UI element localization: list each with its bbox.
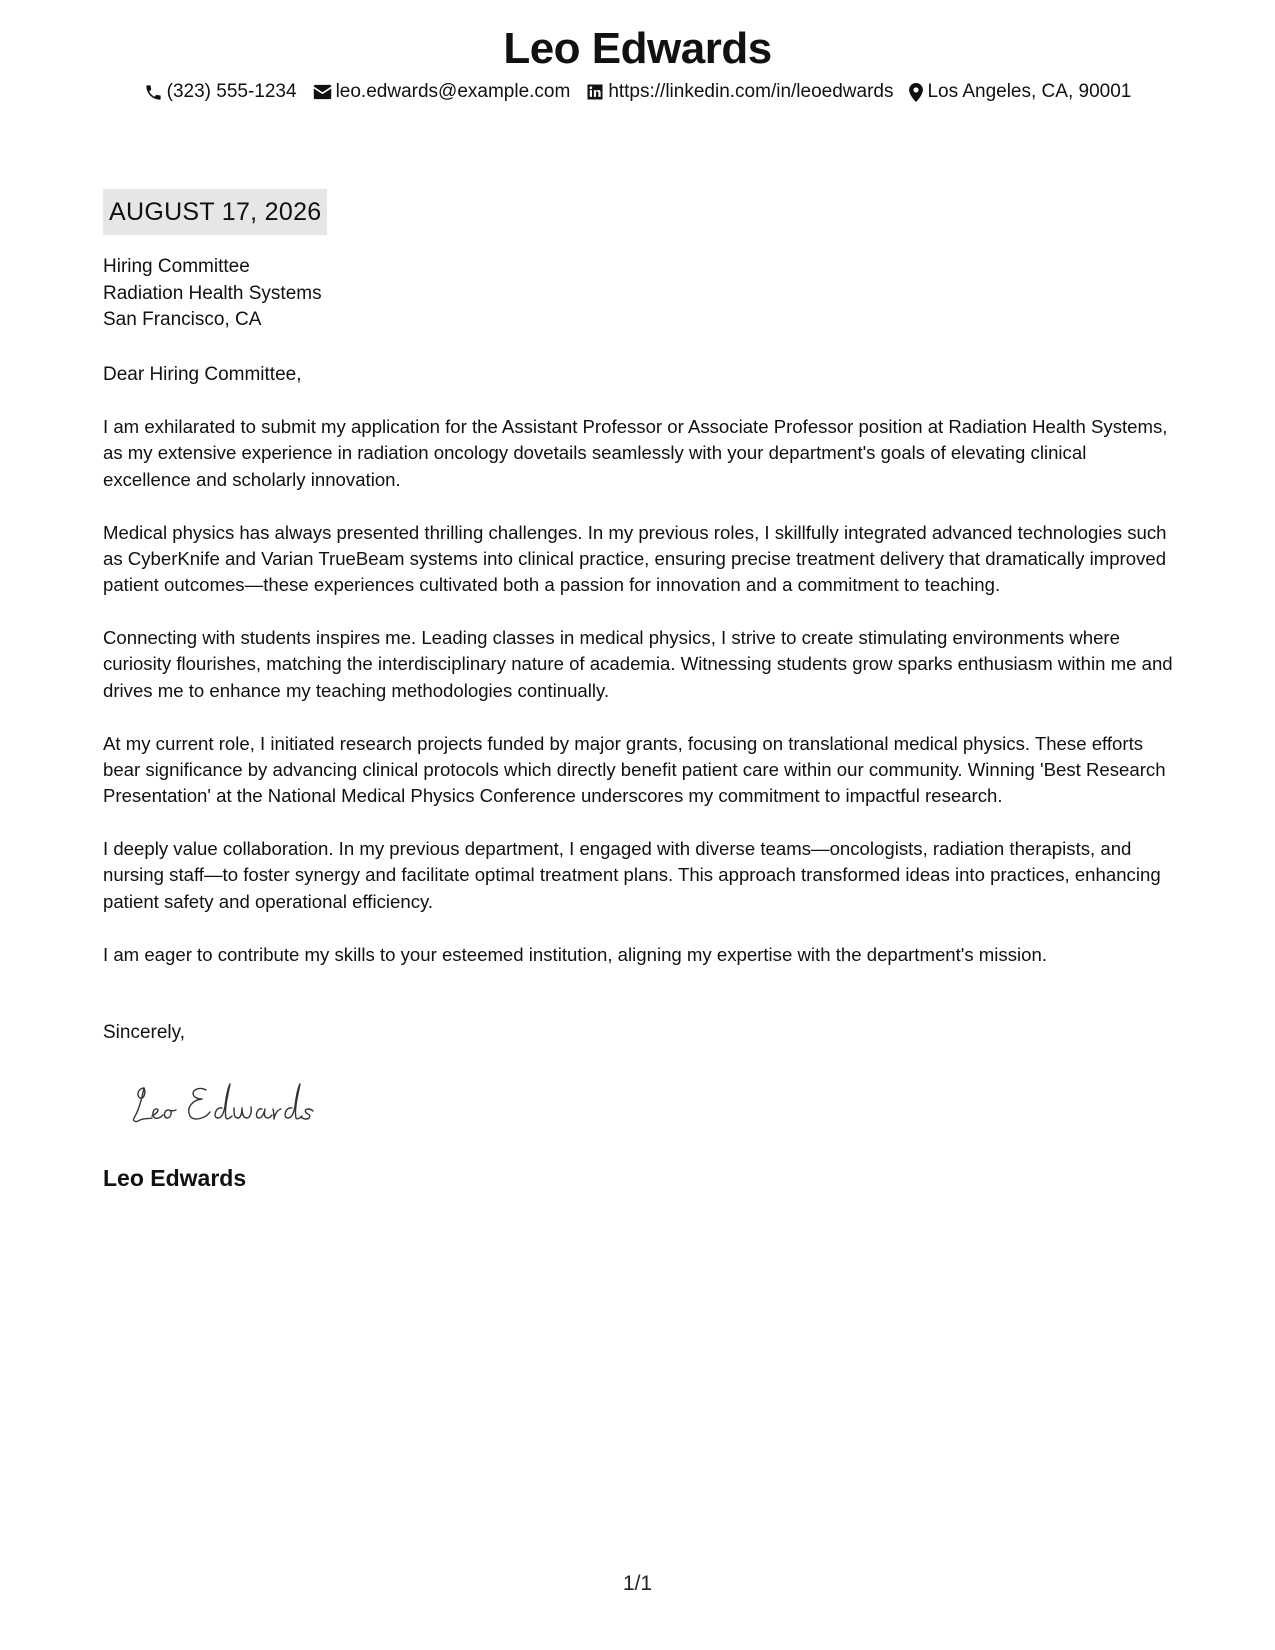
body-paragraph: Medical physics has always presented thrilling challenges. In my previous roles, I skillfully integrated advanced technologies such as CyberKnife and Varian TrueBeam systems into clinical practice, ensuring precise treatment delivery that dramatically improved patient outcomes—these experiences cultivated both a passion for innovation and a commitment to teaching. [103, 521, 1167, 596]
contact-linkedin [586, 78, 893, 106]
applicant-name-heading: Leo Edwards [503, 24, 772, 73]
recipient-line-3: San Francisco, CA [103, 309, 262, 330]
body-paragraph: I am eager to contribute my skills to your esteemed institution, aligning my expertise with the department's mission. [103, 943, 1047, 965]
body-paragraph: I am exhilarated to submit my application for the Assistant Professor or Associate Professor position at Radiation Health Systems, as my extensive experience in radiation oncology dovetails seamlessly with your department's goals of elevating clinical excellence and scholarly innovation. [103, 416, 1168, 490]
body-paragraph: At my current role, I initiated research projects funded by major grants, focusing on translational medical physics. These efforts bear significance by advancing clinical protocols which directly benefit patient care within our community. Winning 'Best Research Presentation' at the National Medical Physics Conference underscores my commitment to impactful research. [103, 732, 1166, 807]
letter-body [103, 414, 1173, 994]
contact-email [313, 78, 571, 106]
email-link[interactable]: leo.edwards@example.com [335, 81, 571, 102]
body-paragraph: I deeply value collaboration. In my previous department, I engaged with diverse teams—oncologists, radiation therapists, and nursing staff—to foster synergy and facilitate optimal treatment plans. This approach transformed ideas into practices, enhancing patient safety and operational efficiency. [103, 838, 1161, 912]
linkedin-icon [586, 83, 604, 101]
salutation: Dear Hiring Committee, [103, 364, 302, 385]
phone-icon [144, 83, 163, 102]
body-paragraph: Connecting with students inspires me. Leading classes in medical physics, I strive to create stimulating environments where curiosity flourishes, matching the interdisciplinary nature of academia. Witnessing students grow sparks enthusiasm within me and drives me to enhance my teaching methodologies continually. [103, 627, 1173, 701]
closing-phrase: Sincerely, [103, 1022, 186, 1043]
contact-location [909, 78, 1131, 106]
recipient-address [103, 254, 322, 334]
phone-text: (323) 555-1234 [166, 81, 297, 102]
location-text: Los Angeles, CA, 90001 [927, 81, 1132, 102]
map-pin-icon [909, 83, 923, 102]
handwritten-signature [130, 1078, 340, 1128]
signer-name: Leo Edwards [103, 1165, 247, 1191]
contact-info-row [0, 78, 1275, 106]
envelope-icon [313, 84, 332, 100]
page-indicator: 1/1 [622, 1572, 653, 1595]
recipient-line-2: Radiation Health Systems [103, 282, 322, 304]
linkedin-link[interactable]: https://linkedin.com/in/leoedwards [608, 81, 894, 102]
contact-phone [144, 78, 297, 106]
letter-date: AUGUST 17, 2026 [103, 189, 327, 235]
recipient-line-1: Hiring Committee [103, 256, 250, 277]
